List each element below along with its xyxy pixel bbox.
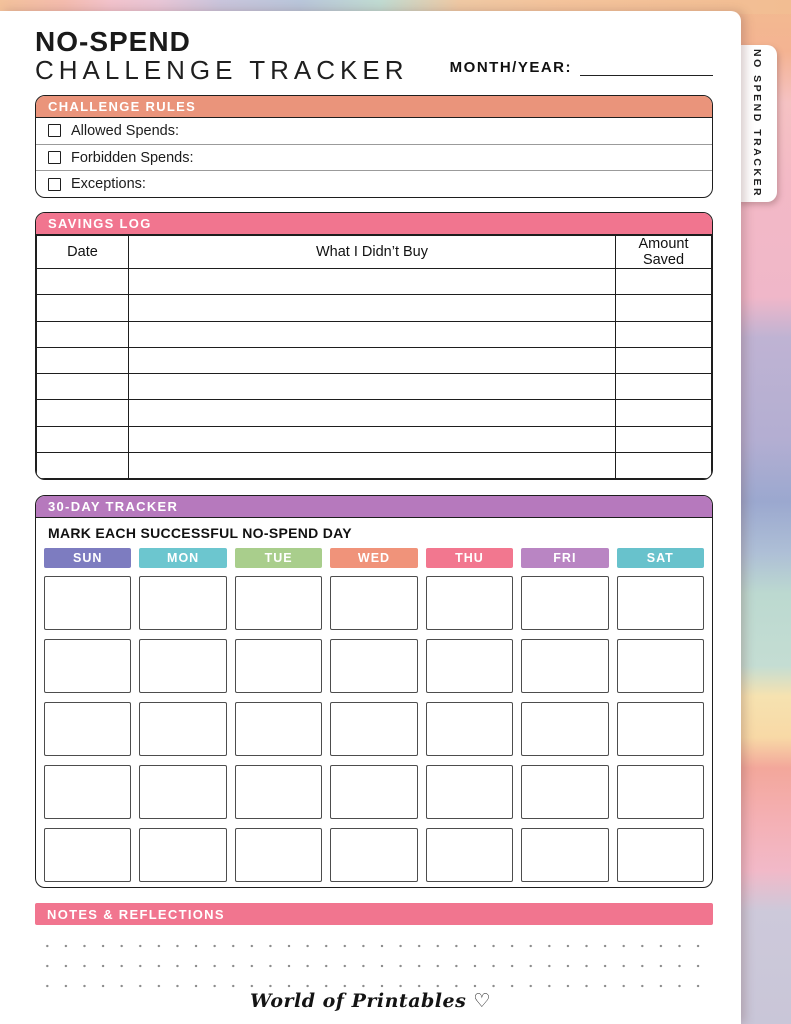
tracker-subtitle: MARK EACH SUCCESSFUL NO-SPEND DAY (48, 525, 352, 541)
day-cell[interactable] (44, 576, 131, 630)
savings-log-cell[interactable] (129, 426, 616, 452)
savings-log-cell[interactable] (129, 321, 616, 347)
day-cell[interactable] (235, 765, 322, 819)
day-cell[interactable] (44, 828, 131, 882)
savings-log-cell[interactable] (129, 400, 616, 426)
month-year-field (450, 59, 713, 76)
savings-log-row (37, 426, 712, 452)
side-tab-no-spend-tracker[interactable] (737, 45, 777, 202)
savings-log-cell[interactable] (616, 400, 712, 426)
savings-log-cell[interactable] (37, 400, 129, 426)
savings-log-cell[interactable] (616, 321, 712, 347)
tracker-grid (44, 576, 704, 882)
savings-log-cell[interactable] (37, 374, 129, 400)
challenge-rules-rows (36, 118, 712, 197)
savings-log-section (35, 212, 713, 480)
day-cell[interactable] (521, 702, 608, 756)
savings-table-body (37, 269, 712, 479)
thirty-day-tracker-header: 30-DAY TRACKER (36, 496, 712, 518)
savings-log-table (36, 235, 712, 479)
day-cell[interactable] (44, 765, 131, 819)
savings-log-cell[interactable] (37, 347, 129, 373)
savings-log-cell[interactable] (129, 452, 616, 478)
day-cell[interactable] (235, 702, 322, 756)
weekday-header-wed: WED (330, 548, 417, 568)
savings-log-cell[interactable] (616, 347, 712, 373)
savings-log-row (37, 400, 712, 426)
weekday-header-sun: SUN (44, 548, 131, 568)
day-cell[interactable] (617, 576, 704, 630)
savings-log-cell[interactable] (616, 452, 712, 478)
day-cell[interactable] (617, 702, 704, 756)
column-header-what-i-didnt-buy: What I Didn’t Buy (129, 236, 616, 269)
savings-log-cell[interactable] (37, 321, 129, 347)
weekday-header-row (44, 548, 704, 568)
day-cell[interactable] (235, 828, 322, 882)
day-cell[interactable] (521, 828, 608, 882)
day-cell[interactable] (521, 576, 608, 630)
savings-log-row (37, 321, 712, 347)
weekday-header-fri: FRI (521, 548, 608, 568)
weekday-header-mon: MON (139, 548, 226, 568)
savings-log-cell[interactable] (37, 269, 129, 295)
savings-log-row (37, 347, 712, 373)
notes-dotted-area[interactable] (35, 931, 713, 989)
day-cell[interactable] (426, 765, 513, 819)
rule-row (36, 118, 712, 144)
page-title-line2: CHALLENGE TRACKER (35, 55, 409, 85)
savings-log-cell[interactable] (616, 269, 712, 295)
weekday-header-tue: TUE (235, 548, 322, 568)
day-cell[interactable] (139, 639, 226, 693)
day-cell[interactable] (330, 765, 417, 819)
day-cell[interactable] (330, 639, 417, 693)
month-year-label: MONTH/YEAR: (449, 59, 572, 76)
day-cell[interactable] (426, 639, 513, 693)
savings-log-row (37, 295, 712, 321)
month-year-input-line[interactable] (580, 62, 713, 76)
challenge-rules-header: CHALLENGE RULES (36, 96, 712, 118)
savings-log-cell[interactable] (616, 426, 712, 452)
challenge-rules-section (35, 95, 713, 198)
rule-label: Allowed Spends: (71, 122, 180, 139)
savings-log-cell[interactable] (37, 295, 129, 321)
day-cell[interactable] (521, 639, 608, 693)
rule-label: Forbidden Spends: (71, 149, 194, 166)
day-cell[interactable] (139, 702, 226, 756)
column-header-date: Date (37, 236, 129, 269)
brand-logo: World of Printables ♡ (250, 990, 491, 1012)
savings-log-row (37, 269, 712, 295)
rule-label: Exceptions: (71, 176, 146, 193)
day-cell[interactable] (44, 639, 131, 693)
savings-log-cell[interactable] (129, 347, 616, 373)
rule-checkbox[interactable] (48, 151, 61, 164)
side-tab-label: NO SPEND TRACKER (751, 48, 763, 199)
day-cell[interactable] (330, 576, 417, 630)
weekday-header-thu: THU (426, 548, 513, 568)
savings-log-row (37, 452, 712, 478)
day-cell[interactable] (44, 702, 131, 756)
savings-log-cell[interactable] (129, 295, 616, 321)
day-cell[interactable] (426, 576, 513, 630)
rule-row (36, 170, 712, 197)
printable-page (0, 11, 741, 1024)
day-cell[interactable] (426, 702, 513, 756)
day-cell[interactable] (426, 828, 513, 882)
thirty-day-tracker-section (35, 495, 713, 888)
day-cell[interactable] (330, 828, 417, 882)
column-header-amount-saved: Amount Saved (616, 236, 712, 269)
savings-log-row (37, 374, 712, 400)
savings-log-cell[interactable] (616, 295, 712, 321)
day-cell[interactable] (617, 828, 704, 882)
savings-log-cell[interactable] (129, 269, 616, 295)
day-cell[interactable] (521, 765, 608, 819)
day-cell[interactable] (235, 576, 322, 630)
savings-log-header: SAVINGS LOG (36, 213, 712, 235)
day-cell[interactable] (617, 639, 704, 693)
day-cell[interactable] (139, 828, 226, 882)
savings-header-row (37, 236, 712, 269)
day-cell[interactable] (330, 702, 417, 756)
day-cell[interactable] (139, 576, 226, 630)
rule-checkbox[interactable] (48, 178, 61, 191)
savings-log-cell[interactable] (129, 374, 616, 400)
savings-log-cell[interactable] (37, 426, 129, 452)
savings-log-cell[interactable] (37, 452, 129, 478)
savings-log-cell[interactable] (616, 374, 712, 400)
rule-row (36, 144, 712, 171)
notes-reflections-header: NOTES & REFLECTIONS (35, 903, 713, 925)
weekday-header-sat: SAT (617, 548, 704, 568)
day-cell[interactable] (235, 639, 322, 693)
page-title-line1: NO-SPEND (35, 26, 191, 57)
day-cell[interactable] (617, 765, 704, 819)
day-cell[interactable] (139, 765, 226, 819)
rule-checkbox[interactable] (48, 124, 61, 137)
